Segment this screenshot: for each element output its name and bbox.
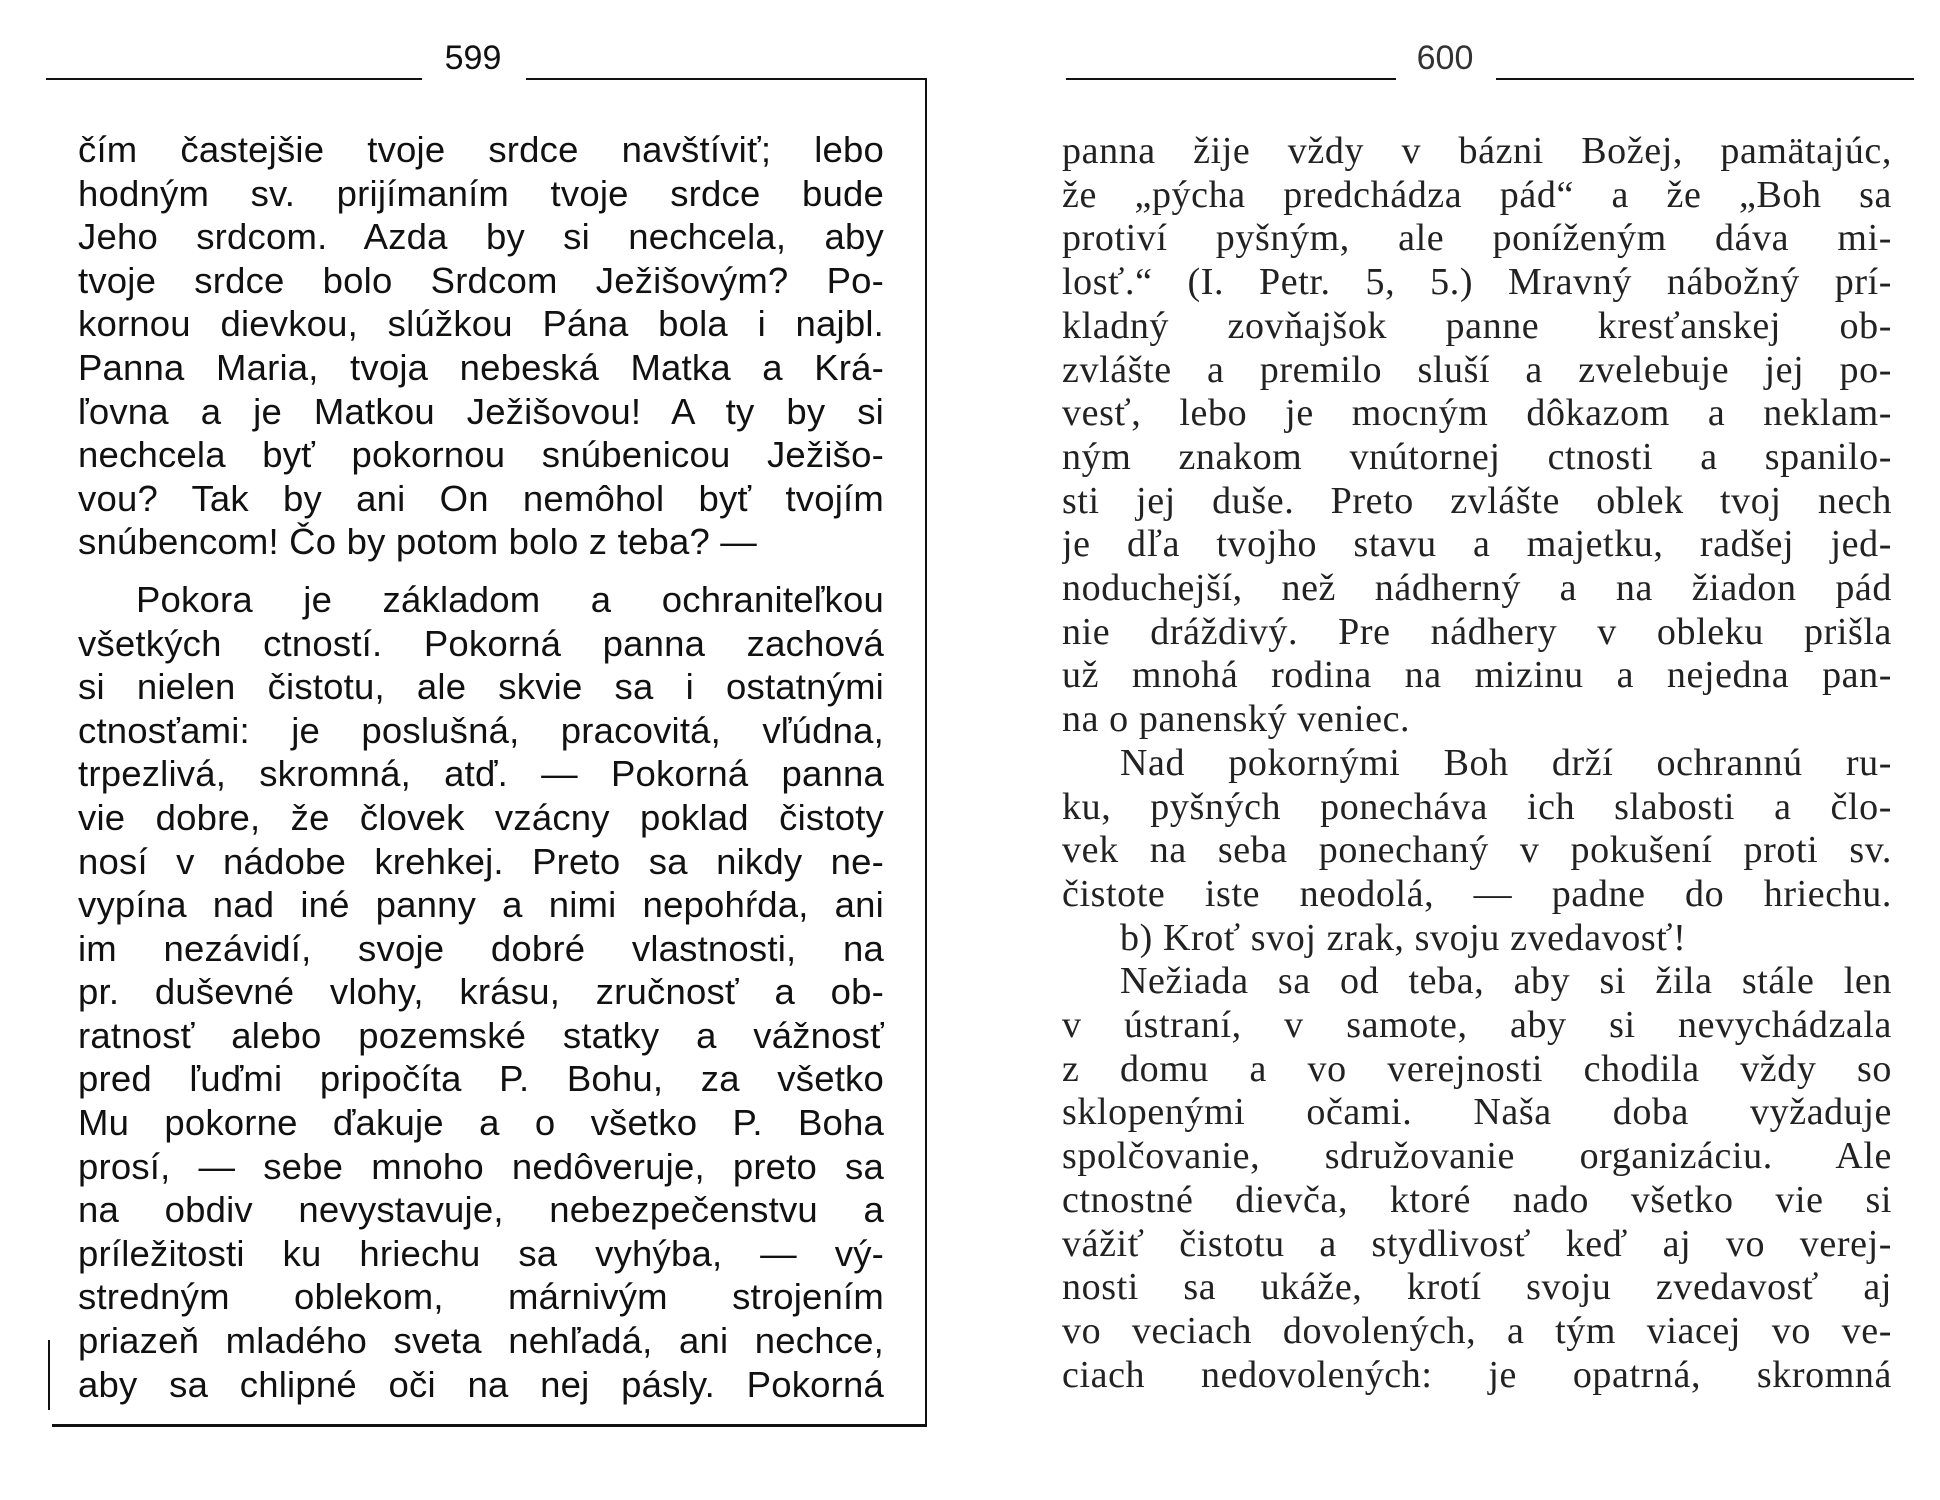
page-frame-left-tick <box>48 1340 50 1410</box>
text-line: noduchejší, než nádherný a na žiadon pád <box>1062 567 1892 610</box>
header-rule-right <box>526 78 927 80</box>
page-number-left: 599 <box>444 39 502 77</box>
header-rule-right <box>1496 78 1914 80</box>
text-line: na o panenský veniec. <box>1062 698 1411 741</box>
text-line: snúbencom! Čo by potom bolo z teba? — <box>78 521 757 563</box>
text-line: spolčovanie, sdružovanie organizáciu. Ale <box>1062 1135 1892 1178</box>
left-page <box>0 0 960 1500</box>
text-line: kladný zovňajšok panne kresťanskej ob- <box>1062 304 1892 347</box>
text-line: im nezávidí, svoje dobré vlastnosti, na <box>78 927 884 969</box>
text-line: už mnohá rodina na mizinu a nejedna pan- <box>1062 654 1892 697</box>
text-line: Pokora je základom a ochraniteľkou <box>136 578 884 620</box>
text-line: vie dobre, že človek vzácny poklad čistoty <box>78 796 884 838</box>
text-line: panna žije vždy v bázni Božej, pamätajúc, <box>1062 130 1892 172</box>
text-line: Panna Maria, tvoja nebeská Matka a Krá- <box>78 346 884 388</box>
text-line: Mu pokorne ďakuje a o všetko P. Boha <box>78 1102 884 1144</box>
text-line: nosí v nádobe krehkej. Preto sa nikdy ne- <box>78 840 884 882</box>
page-frame-right-edge <box>925 78 927 1426</box>
page-frame-bottom-edge <box>52 1424 927 1427</box>
right-page <box>1040 0 1940 1500</box>
right-page-text <box>1062 130 1892 1397</box>
text-line: príležitosti ku hriechu sa vyhýba, — vý- <box>78 1232 884 1274</box>
text-line: ratnosť alebo pozemské statky a vážnosť <box>78 1014 884 1056</box>
text-line: ľovna a je Matkou Ježišovou! A ty by si <box>78 390 884 432</box>
text-line: ctnosťami: je poslušná, pracovitá, vľúdna, <box>78 709 884 751</box>
text-line: si nielen čistotu, ale skvie sa i ostatnými <box>78 666 884 708</box>
text-line: ciach nedovolených: je opatrná, skromná <box>1062 1353 1892 1396</box>
text-line: ku, pyšných ponecháva ich slabosti a člo- <box>1062 785 1892 828</box>
text-line: z domu a vo verejnosti chodila vždy so <box>1062 1047 1892 1090</box>
text-line: zvlášte a premilo sluší a zvelebuje jej po- <box>1062 348 1892 391</box>
text-line: čistote iste neodolá, — padne do hriechu. <box>1062 872 1892 915</box>
text-line: vesť, lebo je mocným dôkazom a neklam- <box>1062 392 1892 435</box>
text-line: tvoje srdce bolo Srdcom Ježišovým? Po- <box>78 259 884 301</box>
section-heading: b) Kroť svoj zrak, svoju zvedavosť! <box>1120 916 1687 959</box>
text-line: sklopenými očami. Naša doba vyžaduje <box>1062 1091 1892 1134</box>
text-line: kornou dievkou, slúžkou Pána bola i najbl. <box>78 303 884 345</box>
text-line: všetkých ctností. Pokorná panna zachová <box>78 622 884 664</box>
text-line: pred ľuďmi pripočíta P. Bohu, za všetko <box>78 1058 884 1100</box>
text-line: ným znakom vnútornej ctnosti a spanilo- <box>1062 435 1892 478</box>
text-line: že „pýcha predchádza pád“ a že „Boh sa <box>1062 173 1892 216</box>
text-line: losť.“ (I. Petr. 5, 5.) Mravný nábožný prí- <box>1062 261 1892 304</box>
text-line: hodným sv. prijímaním tvoje srdce bude <box>78 172 884 214</box>
text-line: ctnostné dievča, ktoré nado všetko vie si <box>1062 1178 1892 1221</box>
text-line: na obdiv nevystavuje, nebezpečenstvu a <box>78 1189 884 1231</box>
text-line: prosí, — sebe mnoho nedôveruje, preto sa <box>78 1145 884 1187</box>
text-line: vek na seba ponechaný v pokušení proti sv. <box>1062 829 1892 872</box>
text-line: čím častejšie tvoje srdce navštíviť; lebo <box>78 129 884 170</box>
text-line: Jeho srdcom. Azda by si nechcela, aby <box>78 216 884 258</box>
page-number-right: 600 <box>1416 39 1474 77</box>
text-line: vou? Tak by ani On nemôhol byť tvojím <box>78 477 884 519</box>
text-line: v ústraní, v samote, aby si nevychádzala <box>1062 1004 1892 1047</box>
text-line: nosti sa ukáže, krotí svoju zvedavosť aj <box>1062 1266 1892 1309</box>
text-line: pr. duševné vlohy, krásu, zručnosť a ob- <box>78 971 884 1013</box>
text-line: vo veciach dovolených, a tým viacej vo ve- <box>1062 1309 1892 1352</box>
text-line: sti jej duše. Preto zvlášte oblek tvoj nech <box>1062 479 1892 522</box>
text-line: nie dráždivý. Pre nádhery v obleku prišla <box>1062 610 1892 653</box>
header-rule-left <box>1066 78 1396 80</box>
text-line: trpezlivá, skromná, atď. — Pokorná panna <box>78 753 884 795</box>
text-line: priazeň mladého sveta nehľadá, ani nechce, <box>78 1320 884 1362</box>
text-line: aby sa chlipné oči na nej pásly. Pokorná <box>78 1363 884 1405</box>
text-line: vážiť čistotu a stydlivosť keď aj vo verej- <box>1062 1222 1892 1265</box>
text-line: vypína nad iné panny a nimi nepohŕda, ani <box>78 884 884 926</box>
text-line: Nad pokornými Boh drží ochrannú ru- <box>1120 741 1892 784</box>
text-line: Nežiada sa od teba, aby si žila stále len <box>1120 960 1892 1003</box>
text-line: protiví pyšným, ale poníženým dáva mi- <box>1062 217 1892 260</box>
left-page-text <box>78 128 884 1406</box>
text-line: stredným oblekom, márnivým strojením <box>78 1276 884 1318</box>
text-line: nechcela byť pokornou snúbenicou Ježišo- <box>78 434 884 476</box>
header-rule-left <box>46 78 422 80</box>
text-line: je dľa tvojho stavu a majetku, radšej jed- <box>1062 523 1892 566</box>
